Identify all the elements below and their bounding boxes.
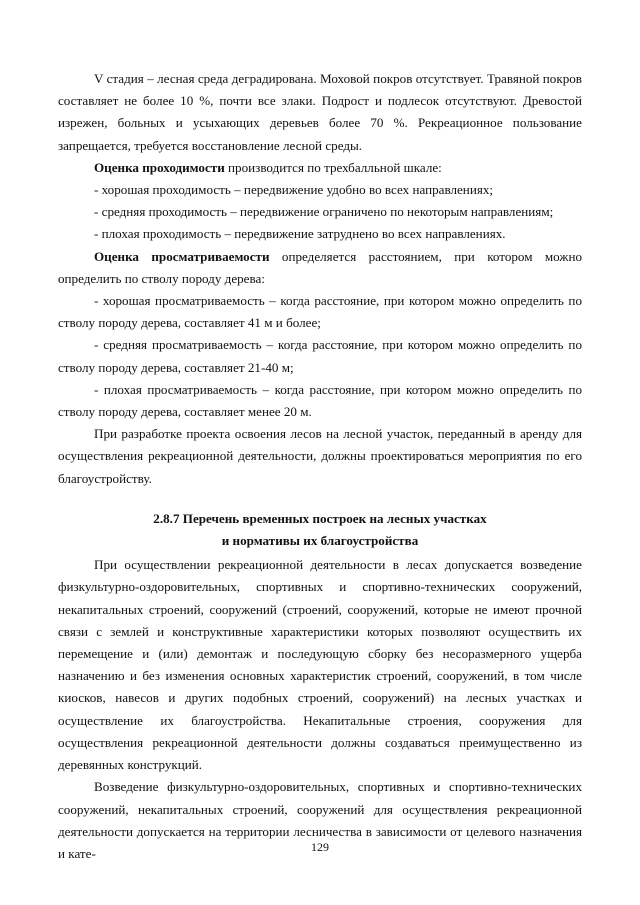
paragraph-visibility	[58, 246, 582, 290]
page-number: 129	[311, 840, 329, 854]
section-heading	[58, 508, 582, 552]
paragraph-development-project: При разработке проекта освоения лесов на лесной участок, переданный в аренду для осуществления рекреационной деятельности, должны проектироваться мероприятия по его благоустройству.	[58, 426, 582, 486]
list-item-good-visibility: - хорошая просматриваемость – когда расстояние, при котором можно определить по стволу породу дерева, составляет 41 м и более;	[58, 293, 582, 331]
visibility-term: Оценка просматриваемости	[94, 248, 270, 264]
list-item-medium-visibility: - средняя просматриваемость – когда расстояние, при котором можно определить по стволу породу дерева, составляет 21-40 м;	[58, 337, 582, 375]
section-heading-line-2: и нормативы их благоустройства	[221, 533, 419, 549]
paragraph-passability	[58, 157, 582, 179]
passability-definition: производится по трехбалльной шкале:	[224, 159, 442, 175]
list-item-good-passability: - хорошая проходимость – передвижение удобно во всех направлениях;	[94, 182, 494, 198]
passability-term: Оценка проходимости	[94, 159, 225, 175]
list-item-poor-visibility: - плохая просматриваемость – когда расстояние, при котором можно определить по стволу породу дерева, составляет менее 20 м.	[58, 381, 582, 420]
visibility-definition: определяется расстоянием, при котором можно определить по стволу породу дерева:	[58, 248, 582, 286]
page-body	[58, 68, 582, 865]
list-item-medium-passability: - средняя проходимость – передвижение ограничено по некоторым направлениям;	[94, 204, 554, 220]
paragraph-construction-permission: Возведение физкультурно-оздоровительных, спортивных и спортивно-технических сооружений, некапитальных строений, сооружений для осуществления рекреационной деятельности допускается на территории лесничества в зависимости от целевого назначения и кате-	[58, 779, 582, 861]
section-heading-line-1: 2.8.7 Перечень временных построек на лесных участках	[153, 510, 487, 526]
paragraph-stage-v: V стадия – лесная среда деградирована. Моховой покров отсутствует. Травяной покров составляет не более 10 %, почти все злаки. Подрост и подлесок отсутствуют. Древостой изрежен, больных и усыхающих деревьев более 70 %. Рекреационное пользование запрещается, требуется восстановление лесной среды.	[58, 71, 582, 153]
list-item-poor-passability: - плохая проходимость – передвижение затруднено во всех направлениях.	[94, 226, 506, 242]
paragraph-temporary-structures: При осуществлении рекреационной деятельности в лесах допускается возведение физкультурно-оздоровительных, спортивных и спортивно-технических сооружений, некапитальных строений, сооружений (строений, сооружений, которые не имеют прочной связи с землей и конструктивные характеристики которых позволяют осуществить их перемещение и (или) демонтаж и последующую сборку без несоразмерного ущерба назначению и без изменения основных характеристик строений, сооружений, в том числе киосков, навесов и других подобных строений, сооружений) на лесных участках и осуществление их благоустройства. Некапитальные строения, сооружения для осуществления рекреационной деятельности должны создаваться преимущественно из деревянных конструкций.	[58, 557, 582, 773]
